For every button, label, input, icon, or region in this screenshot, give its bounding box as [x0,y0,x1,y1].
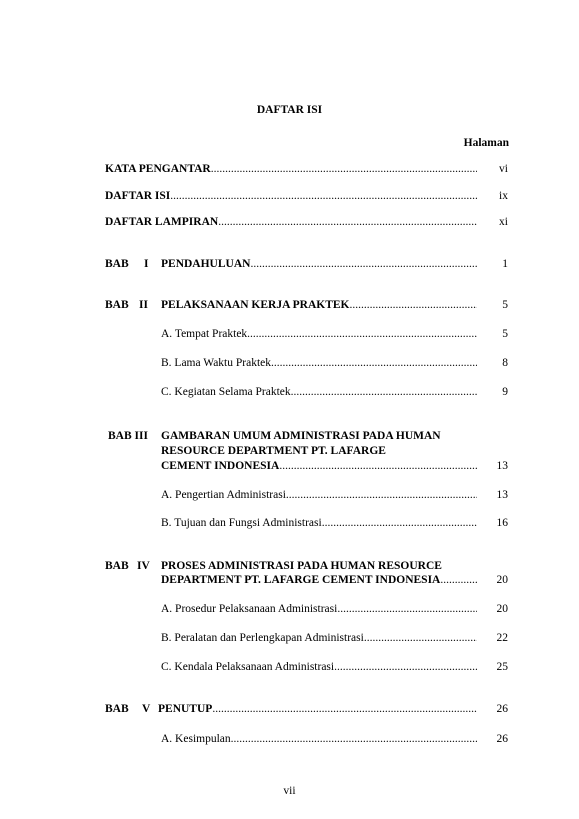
toc-entry-label: DAFTAR ISI [105,190,171,202]
toc-subentry-label: A. Tempat Praktek [161,328,248,340]
chapter-title-line: GAMBARAN UMUM ADMINISTRASI PADA HUMAN [161,430,441,442]
toc-subentry[interactable] [161,733,477,745]
toc-subentry-page: 9 [502,386,508,398]
chapter-number: I [144,258,149,270]
toc-subentry-label: A. Prosedur Pelaksanaan Administrasi [161,603,338,615]
toc-entry-page: xi [499,216,508,228]
toc-entry-page: ix [499,190,508,202]
chapter-number: IV [137,560,150,572]
leader-dots [271,357,477,369]
toc-subentry[interactable] [161,386,477,398]
toc-entry-page: 26 [496,703,508,715]
toc-subentry-page: 22 [496,632,508,644]
page-column-header: Halaman [463,137,509,149]
toc-entry[interactable] [105,163,477,175]
leader-dots [286,489,477,501]
toc-entry-page: 1 [502,258,508,270]
toc-entry[interactable] [161,574,477,586]
chapter-label: BAB [105,299,129,311]
leader-dots [247,328,477,340]
leader-dots [279,460,477,472]
leader-dots [218,216,477,228]
toc-entry-page: 20 [496,574,508,586]
toc-entry-label: CEMENT INDONESIA [161,460,280,472]
toc-subentry-page: 25 [496,661,508,673]
toc-entry-label: PENUTUP [158,703,213,715]
chapter-label: BAB [105,258,129,270]
toc-entry-label: PENDAHULUAN [161,258,251,270]
leader-dots [211,163,477,175]
toc-entry[interactable] [105,216,477,228]
toc-subentry[interactable] [161,357,477,369]
toc-subentry[interactable] [161,328,477,340]
chapter-title-line: PROSES ADMINISTRASI PADA HUMAN RESOURCE [161,560,442,572]
toc-subentry-page: 13 [496,489,508,501]
toc-subentry-page: 20 [496,603,508,615]
toc-entry[interactable] [105,190,477,202]
page-title: DAFTAR ISI [256,104,323,116]
toc-subentry-page: 8 [502,357,508,369]
leader-dots [350,299,478,311]
leader-dots [170,190,477,202]
leader-dots [440,574,477,586]
toc-entry-label: DAFTAR LAMPIRAN [105,216,219,228]
toc-subentry-label: A. Kesimpulan [161,733,231,745]
toc-subentry[interactable] [161,489,477,501]
toc-subentry-page: 26 [496,733,508,745]
toc-subentry-page: 16 [496,517,508,529]
toc-subentry-label: B. Lama Waktu Praktek [161,357,272,369]
toc-subentry[interactable] [161,603,477,615]
leader-dots [364,632,477,644]
toc-entry-label: DEPARTMENT PT. LAFARGE CEMENT INDONESIA [161,574,441,586]
toc-entry-page: vi [499,163,508,175]
toc-subentry-page: 5 [502,328,508,340]
leader-dots [250,258,477,270]
toc-entry[interactable] [161,299,477,311]
toc-entry-label: PELAKSANAAN KERJA PRAKTEK [161,299,350,311]
chapter-label: BAB III [108,430,148,442]
toc-subentry-label: C. Kegiatan Selama Praktek [161,386,291,398]
chapter-number: V [142,703,151,715]
toc-subentry[interactable] [161,661,477,673]
toc-entry-label: KATA PENGANTAR [105,163,211,175]
toc-subentry-label: A. Pengertian Administrasi [161,489,286,501]
leader-dots [212,703,477,715]
toc-entry[interactable] [158,703,477,715]
toc-subentry[interactable] [161,517,477,529]
toc-entry[interactable] [161,258,477,270]
leader-dots [231,733,477,745]
toc-entry-page: 5 [502,299,508,311]
toc-subentry[interactable] [161,632,477,644]
toc-entry[interactable] [161,460,477,472]
toc-entry-page: 13 [496,460,508,472]
leader-dots [337,603,477,615]
chapter-label: BAB [105,703,129,715]
leader-dots [334,661,477,673]
chapter-title-line: RESOURCE DEPARTMENT PT. LAFARGE [161,445,386,457]
page-number-footer: vii [283,785,296,797]
leader-dots [322,517,477,529]
chapter-label: BAB [105,560,129,572]
toc-subentry-label: B. Tujuan dan Fungsi Administrasi [161,517,322,529]
toc-subentry-label: C. Kendala Pelaksanaan Administrasi [161,661,335,673]
toc-subentry-label: B. Peralatan dan Perlengkapan Administrasi [161,632,364,644]
leader-dots [291,386,477,398]
chapter-number: II [139,299,148,311]
